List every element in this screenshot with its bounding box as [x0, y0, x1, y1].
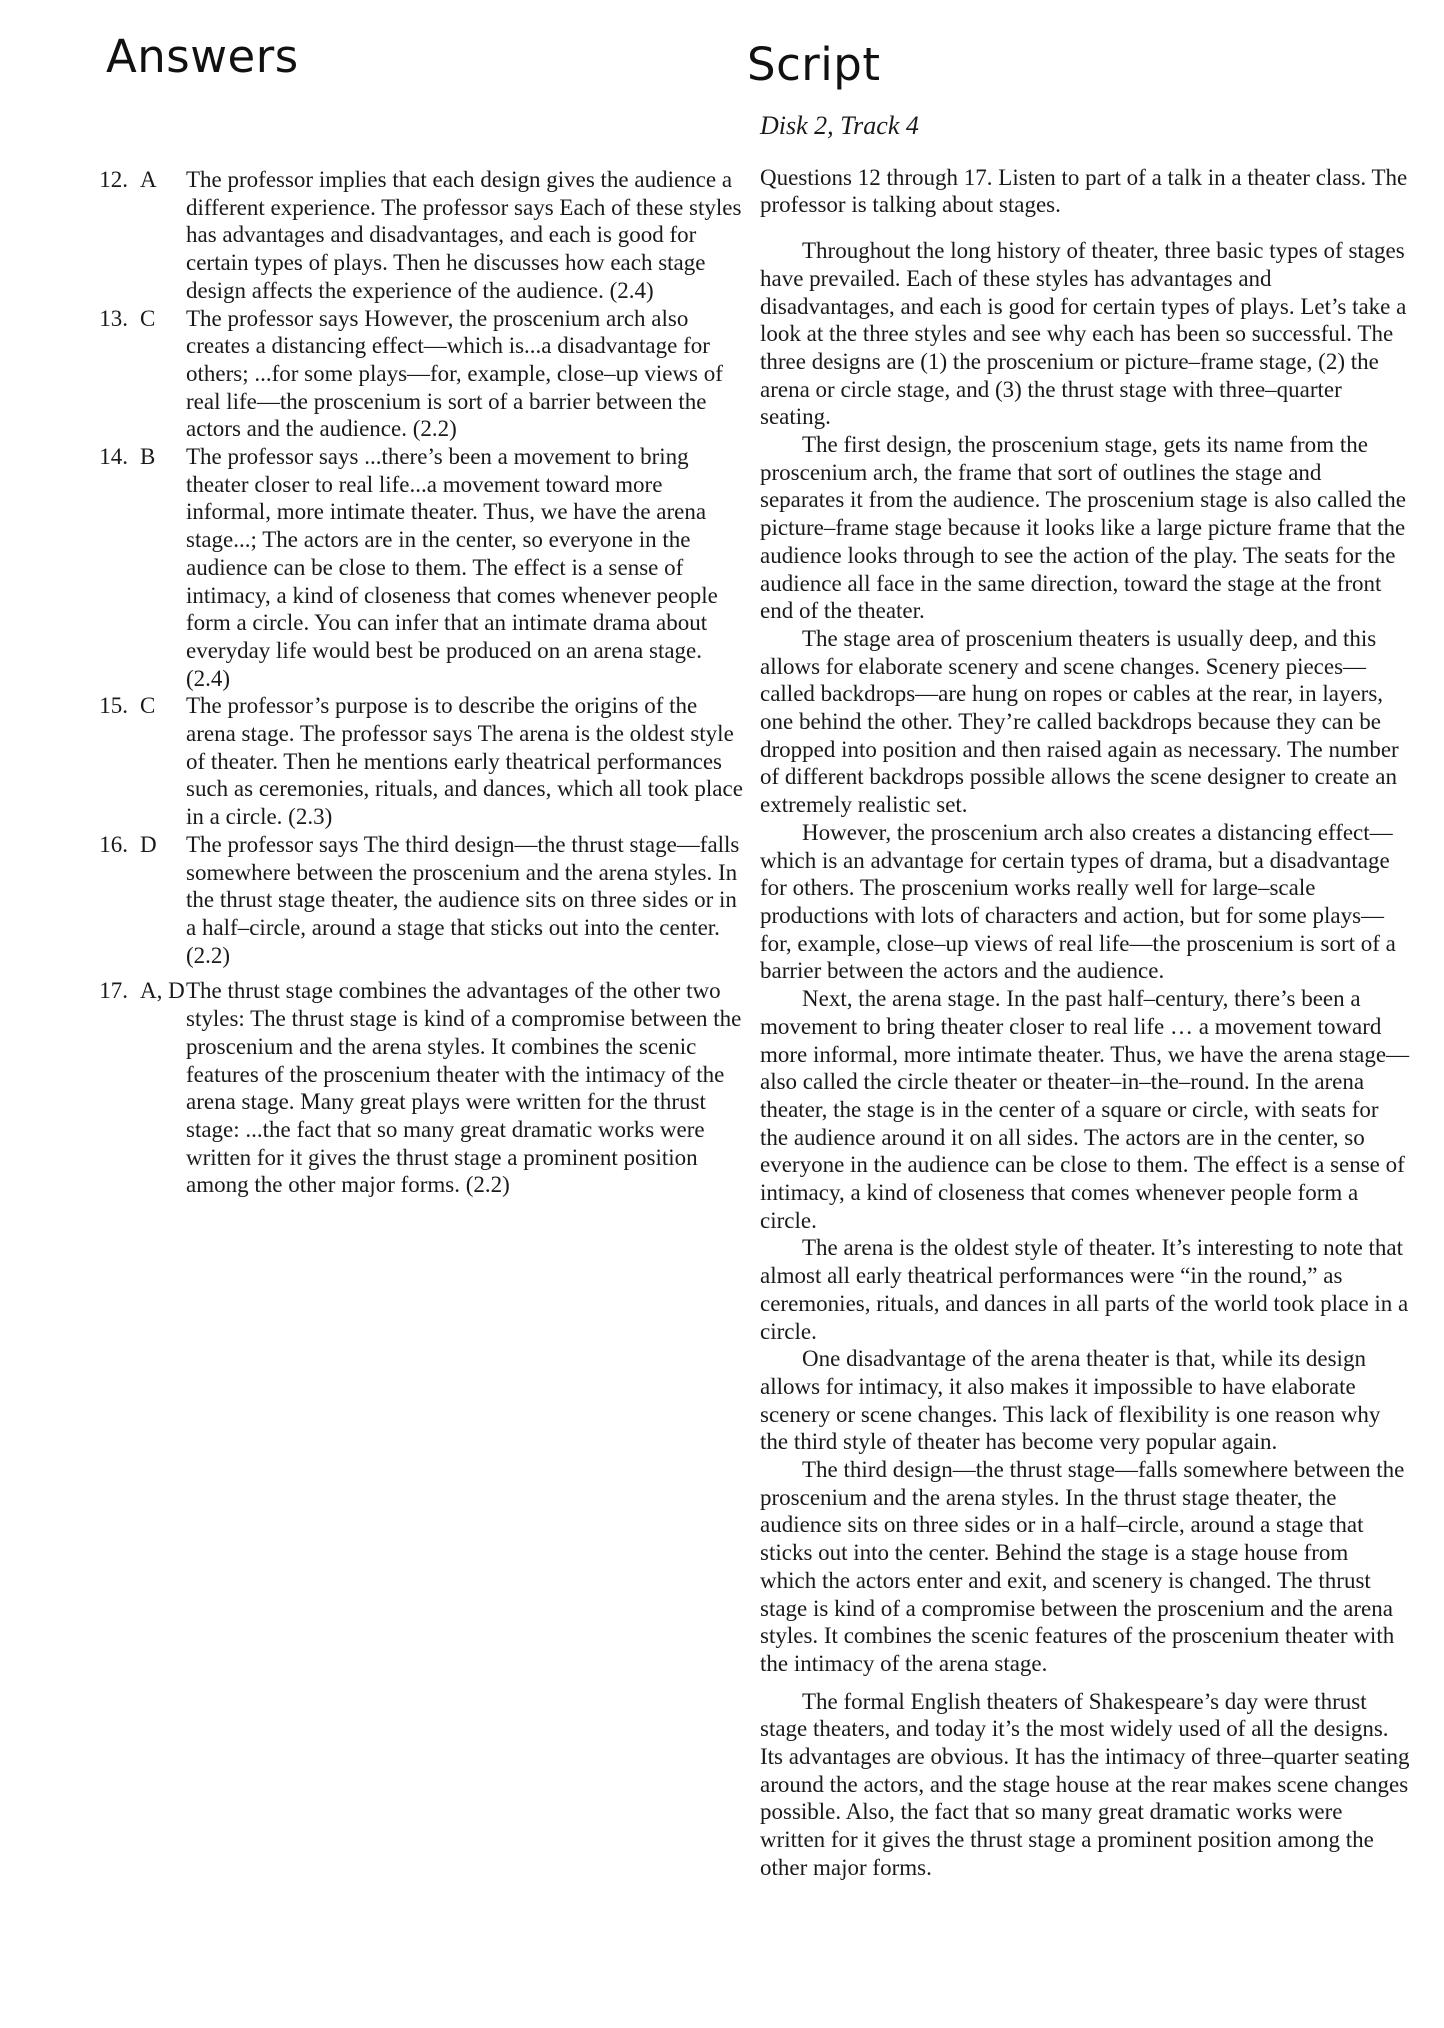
answer-explanation: The professor says ...there’s been a movement to bring theater closer to real life...a movement toward more informal, more intimate theater. Thus, we have the arena stage...; The actors are in the center, so everyone in the audience can be close to them. The effect is a sense of intimacy, a kind of closeness that comes whenever people form a circle. You can infer that an intimate drama about everyday life would best be produced on an arena stage. (2.4) — [186, 444, 718, 691]
answer-letter: D — [140, 831, 157, 857]
answer-explanation: The professor’s purpose is to describe the origins of the arena stage. The professor says The arena is the oldest style of theater. Then he mentions early theatrical performances such as ceremonies, rituals, and dances, which all took place in a circle. (2.3) — [186, 693, 743, 830]
script-paragraph: The first design, the proscenium stage, gets its name from the proscenium arch, the frame that sort of outlines the stage and separates it from the audience. The proscenium stage is also called the picture–frame stage because it looks like a large picture frame that the audience looks through to see the action of the play. The seats for the audience all face in the same direction, toward the stage at the front end of the theater. — [760, 432, 1406, 624]
answer-item — [30, 692, 743, 831]
question-number: 17. — [99, 978, 128, 1004]
answer-item — [30, 443, 730, 692]
answers-heading: Answers — [106, 30, 299, 83]
answer-letter: B — [140, 444, 156, 470]
script-paragraph: One disadvantage of the arena theater is that, while its design allows for intimacy, it also makes it impossible to have elaborate scenery or scene changes. This lack of flexibility is one reason why the third style of theater has become very popular again. — [760, 1346, 1381, 1455]
script-final-paragraph: The formal English theaters of Shakespeare’s day were thrust stage theaters, and today it’s the most widely used of all the designs. Its advantages are obvious. It has the intimacy of three–quarter seating around the actors, and the stage house at the rear makes scene changes possible. Also, the fact that so many great dramatic works were written for it gives the thrust stage a prominent position among the other major forms. — [760, 1688, 1410, 1880]
script-column — [760, 112, 1410, 1882]
script-paragraph: Throughout the long history of theater, three basic types of stages have prevailed. Each of these styles has advantages and disadvantages, and each is good for certain types of plays. Let’s take a look at the three styles and see why each has been so successful. The three designs are (1) the proscenium or picture–frame stage, (2) the arena or circle stage, and (3) the thrust stage with three–quarter seating. — [760, 238, 1407, 430]
question-number: 14. — [99, 444, 128, 470]
script-paragraph: However, the proscenium arch also creates a distancing effect—which is an advantage for certain types of drama, but a disadvantage for others. The proscenium works really well for large–scale productions with lots of characters and action, but for some plays—for, example, close–up views of real life—the proscenium is sort of a barrier between the actors and the audience. — [760, 819, 1396, 984]
question-number: 16. — [99, 831, 128, 857]
script-intro: Questions 12 through 17. Listen to part of a talk in a theater class. The professor is talking about stages. — [760, 164, 1408, 218]
answer-explanation: The thrust stage combines the advantages of the other two styles: The thrust stage is kind of a compromise between the proscenium and the arena styles. It combines the scenic features of the proscenium theater with the intimacy of the arena stage. Many great plays were written for the thrust stage: ...the fact that so many great dramatic works were written for it gives the thrust stage a prominent position among the other major forms. (2.2) — [186, 978, 742, 1198]
answer-item — [30, 977, 742, 1199]
script-heading: Script — [747, 38, 881, 91]
track-label: Disk 2, Track 4 — [760, 111, 919, 140]
answer-explanation: The professor says However, the proscenium arch also creates a distancing effect—which is...a disadvantage for others; ...for some plays—for, example, close–up views of real life—the proscenium is sort of a barrier between the actors and the audience. (2.2) — [186, 305, 723, 442]
answers-list — [30, 166, 743, 1199]
question-number: 13. — [99, 305, 128, 331]
answer-item — [30, 831, 740, 970]
answer-letter: C — [140, 693, 156, 719]
answer-letter: C — [140, 305, 156, 331]
answer-explanation: The professor says The third design—the thrust stage—falls somewhere between the proscenium and the arena styles. In the thrust stage theater, the audience sits on three sides or in a half–circle, around a stage that sticks out into the center. (2.2) — [186, 831, 740, 968]
question-number: 12. — [99, 167, 128, 192]
answer-letter: A — [140, 167, 157, 192]
script-paragraph: Next, the arena stage. In the past half–century, there’s been a movement to bring theater closer to real life … a movement toward more informal, more intimate theater. Thus, we have the arena stage—also called the circle theater or theater–in–the–round. In the arena theater, the stage is in the center of a square or circle, with seats for the audience around it on all sides. The actors are in the center, so everyone in the audience can be close to them. The effect is a sense of intimacy, a kind of closeness that comes whenever people form a circle. — [760, 986, 1410, 1233]
question-number: 15. — [99, 693, 128, 719]
script-paragraph: The arena is the oldest style of theater. It’s interesting to note that almost all early theatrical performances were “in the round,” as ceremonies, rituals, and dances in all parts of the world took place in a circle. — [760, 1235, 1409, 1344]
script-paragraph: The third design—the thrust stage—falls somewhere between the proscenium and the arena styles. In the thrust stage theater, the audience sits on three sides or in a half–circle, around a stage that sticks out into the center. Behind the stage is a stage house from which the actors enter and exit, and scenery is changed. The thrust stage is kind of a compromise between the proscenium and the arena styles. It combines the scenic features of the proscenium theater with the intimacy of the arena stage. — [760, 1457, 1405, 1676]
answer-item — [30, 305, 730, 444]
answer-letter: A, D — [140, 978, 185, 1004]
answer-item — [30, 166, 742, 305]
script-paragraph: The stage area of proscenium theaters is usually deep, and this allows for elaborate scenery and scene changes. Scenery pieces—called backdrops—are hung on ropes or cables at the rear, in layers, one behind the other. They’re called backdrops because they can be dropped into position and then raised again as necessary. The number of different backdrops possible allows the scene designer to create an extremely realistic set. — [760, 625, 1399, 818]
answer-explanation: The professor implies that each design gives the audience a different experience. The professor says Each of these styles has advantages and disadvantages, and each is good for certain types of plays. Then he discusses how each stage design affects the experience of the audience. (2.4) — [186, 167, 742, 303]
